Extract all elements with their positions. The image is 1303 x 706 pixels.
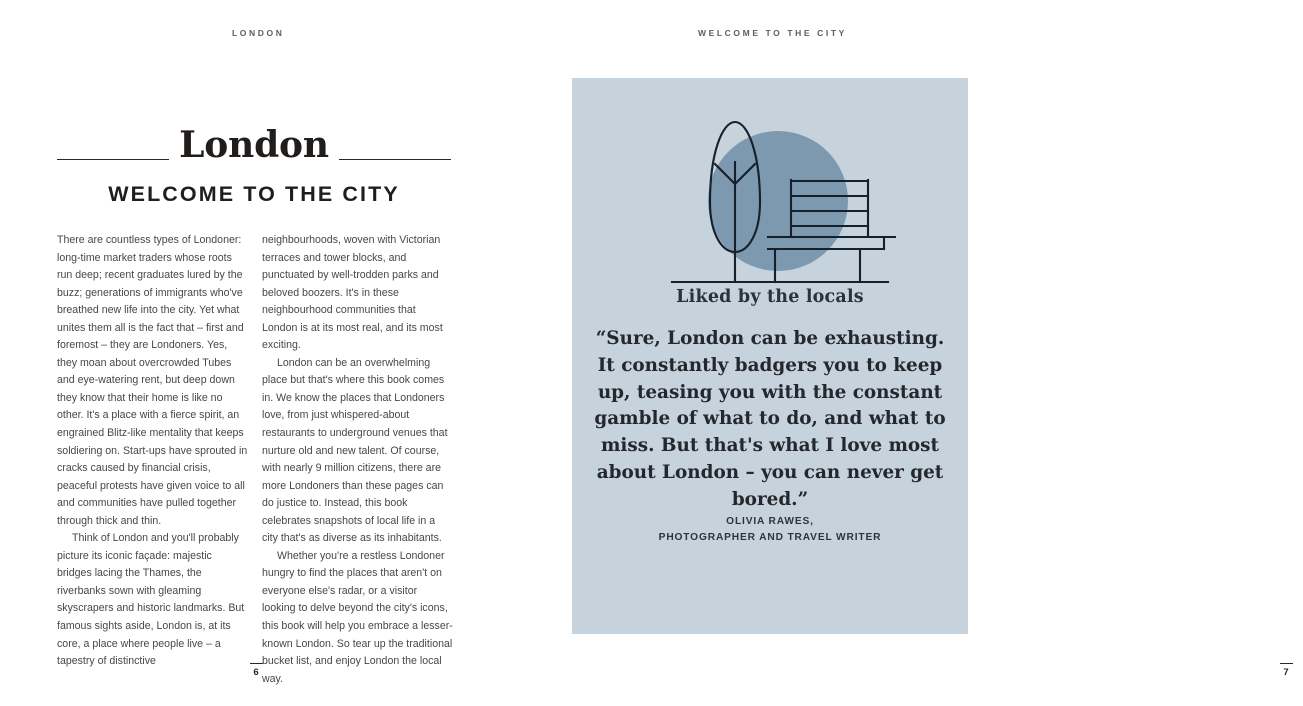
attribution-name: OLIVIA RAWES, (726, 516, 814, 527)
page-subtitle: WELCOME TO THE CITY (108, 182, 400, 206)
body-columns (57, 232, 453, 688)
quote-attribution (596, 514, 944, 545)
folio-rule (1280, 663, 1293, 664)
title-rule-wrapper (57, 126, 451, 170)
folio-right (1269, 663, 1303, 678)
page-number: 7 (1283, 667, 1289, 678)
paragraph: London can be an overwhelming place but that's where this book comes in. We know the places that Londoners love, from just whispered-about restaurants to underground venues that nurture old and new talent. Of course, with nearly 9 million citizens, there are more Londoners than these pages can do justice to. Instead, this book celebrates snapshots of local life in a city that's as diverse as its inhabitants. (262, 356, 448, 545)
left-page (0, 0, 512, 706)
quote-panel (572, 78, 968, 634)
page-number: 6 (253, 667, 259, 678)
paragraph: There are countless types of Londoner: long-time market traders whose roots run deep; recent graduates lured by the buzz; generations of immigrants who've breathed new life into the city. Yet what unites them all is the fact that – first and foremost – they are Londoners. Yes, they moan about overcrowded Tubes and eye-watering rent, but deep down they know that their home is like no other. It's a place with a fierce spirit, an engrained Blitz-like mentality that keeps soldiering on. Start-ups have sprouted in cracks caused by financial crisis, peaceful protests have given voice to all and communities have pulled together through thick and thin. (57, 234, 248, 527)
pull-quote: “Sure, London can be exhausting. It constantly badgers you to keep up, teasing you with the constant gamble of what to do, and what to miss. But that's what I love most about London – you can never get bored.” (594, 328, 946, 510)
running-head-left: LONDON (232, 28, 285, 38)
quote-heading: Liked by the locals (676, 287, 864, 307)
paragraph: Whether you're a restless Londoner hungry to find the places that aren't on everyone else's radar, or a visitor looking to delve beyond the city's icons, this book will help you embrace a lesser-known London. So tear up the traditional bucket list, and enjoy London the local way. (262, 549, 453, 685)
body-column-two (262, 232, 453, 688)
folio-rule (250, 663, 263, 664)
page-title-text: London (169, 124, 339, 166)
title-block (57, 126, 451, 207)
paragraph: Think of London and you'll probably picture its iconic façade: majestic bridges lacing the Thames, the riverbanks sown with gleaming skyscrapers and historic landmarks. But famous sights aside, London is, at its core, a place where people live – a tapestry of distinctive (57, 532, 245, 668)
body-column-one (57, 232, 248, 688)
attribution-role: PHOTOGRAPHER AND TRAVEL WRITER (658, 531, 882, 543)
paragraph: neighbourhoods, woven with Victorian terraces and tower blocks, and punctuated by well-trodden parks and beloved boozers. It's in these neighbourhood communities that London is at its most real, and its most exciting. (262, 234, 443, 352)
running-head-right: WELCOME TO THE CITY (698, 28, 847, 38)
folio-left (239, 663, 273, 678)
page-title (57, 126, 451, 164)
right-page (512, 0, 1289, 706)
park-bench-and-tree-illustration (572, 106, 968, 302)
